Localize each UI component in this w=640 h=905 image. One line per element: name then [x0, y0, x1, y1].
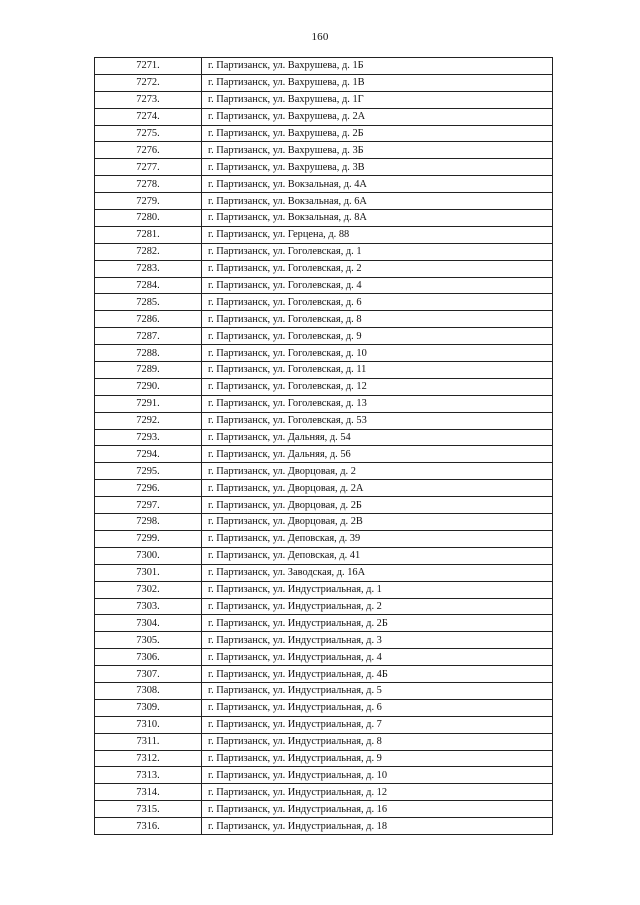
- table-row: [95, 682, 553, 699]
- address-cell: г. Партизанск, ул. Гоголевская, д. 9: [202, 328, 553, 345]
- address-cell: г. Партизанск, ул. Вахрушева, д. 1Г: [202, 91, 553, 108]
- table-row: [95, 311, 553, 328]
- address-cell: г. Партизанск, ул. Индустриальная, д. 4: [202, 649, 553, 666]
- row-number-cell: 7298.: [95, 514, 202, 531]
- table-row: [95, 412, 553, 429]
- table-row: [95, 598, 553, 615]
- table-row: [95, 784, 553, 801]
- row-number-cell: 7309.: [95, 699, 202, 716]
- row-number-cell: 7272.: [95, 74, 202, 91]
- row-number-cell: 7311.: [95, 733, 202, 750]
- table-row: [95, 378, 553, 395]
- address-cell: г. Партизанск, ул. Индустриальная, д. 16: [202, 801, 553, 818]
- table-row: [95, 362, 553, 379]
- row-number-cell: 7289.: [95, 362, 202, 379]
- table-row: [95, 767, 553, 784]
- row-number-cell: 7285.: [95, 294, 202, 311]
- row-number-cell: 7314.: [95, 784, 202, 801]
- table-row: [95, 514, 553, 531]
- row-number-cell: 7295.: [95, 463, 202, 480]
- table-row: [95, 277, 553, 294]
- address-cell: г. Партизанск, ул. Гоголевская, д. 53: [202, 412, 553, 429]
- address-cell: г. Партизанск, ул. Индустриальная, д. 10: [202, 767, 553, 784]
- row-number-cell: 7306.: [95, 649, 202, 666]
- row-number-cell: 7273.: [95, 91, 202, 108]
- row-number-cell: 7279.: [95, 193, 202, 210]
- row-number-cell: 7299.: [95, 530, 202, 547]
- table-row: [95, 581, 553, 598]
- table-row: [95, 699, 553, 716]
- row-number-cell: 7305.: [95, 632, 202, 649]
- address-cell: г. Партизанск, ул. Дворцовая, д. 2А: [202, 480, 553, 497]
- table-row: [95, 801, 553, 818]
- table-row: [95, 193, 553, 210]
- row-number-cell: 7307.: [95, 666, 202, 683]
- table-row: [95, 260, 553, 277]
- table-row: [95, 530, 553, 547]
- table-row: [95, 497, 553, 514]
- address-cell: г. Партизанск, ул. Индустриальная, д. 4Б: [202, 666, 553, 683]
- address-cell: г. Партизанск, ул. Индустриальная, д. 7: [202, 716, 553, 733]
- table-row: [95, 463, 553, 480]
- table-row: [95, 294, 553, 311]
- address-cell: г. Партизанск, ул. Дальняя, д. 56: [202, 446, 553, 463]
- address-cell: г. Партизанск, ул. Дальняя, д. 54: [202, 429, 553, 446]
- row-number-cell: 7287.: [95, 328, 202, 345]
- table-row: [95, 345, 553, 362]
- row-number-cell: 7312.: [95, 750, 202, 767]
- row-number-cell: 7297.: [95, 497, 202, 514]
- row-number-cell: 7286.: [95, 311, 202, 328]
- address-cell: г. Партизанск, ул. Индустриальная, д. 1: [202, 581, 553, 598]
- address-cell: г. Партизанск, ул. Индустриальная, д. 2Б: [202, 615, 553, 632]
- address-cell: г. Партизанск, ул. Гоголевская, д. 4: [202, 277, 553, 294]
- row-number-cell: 7274.: [95, 108, 202, 125]
- row-number-cell: 7271.: [95, 58, 202, 75]
- address-cell: г. Партизанск, ул. Индустриальная, д. 18: [202, 818, 553, 835]
- table-row: [95, 210, 553, 227]
- row-number-cell: 7296.: [95, 480, 202, 497]
- table-row: [95, 159, 553, 176]
- address-cell: г. Партизанск, ул. Гоголевская, д. 12: [202, 378, 553, 395]
- address-cell: г. Партизанск, ул. Индустриальная, д. 12: [202, 784, 553, 801]
- address-cell: г. Партизанск, ул. Индустриальная, д. 3: [202, 632, 553, 649]
- row-number-cell: 7302.: [95, 581, 202, 598]
- table-row: [95, 125, 553, 142]
- row-number-cell: 7283.: [95, 260, 202, 277]
- address-cell: г. Партизанск, ул. Гоголевская, д. 2: [202, 260, 553, 277]
- address-cell: г. Партизанск, ул. Вахрушева, д. 3В: [202, 159, 553, 176]
- address-cell: г. Партизанск, ул. Индустриальная, д. 5: [202, 682, 553, 699]
- table-row: [95, 142, 553, 159]
- row-number-cell: 7277.: [95, 159, 202, 176]
- address-cell: г. Партизанск, ул. Вахрушева, д. 2А: [202, 108, 553, 125]
- row-number-cell: 7290.: [95, 378, 202, 395]
- address-cell: г. Партизанск, ул. Заводская, д. 16А: [202, 564, 553, 581]
- row-number-cell: 7281.: [95, 226, 202, 243]
- address-cell: г. Партизанск, ул. Герцена, д. 88: [202, 226, 553, 243]
- table-row: [95, 446, 553, 463]
- address-cell: г. Партизанск, ул. Индустриальная, д. 2: [202, 598, 553, 615]
- table-row: [95, 615, 553, 632]
- row-number-cell: 7316.: [95, 818, 202, 835]
- row-number-cell: 7288.: [95, 345, 202, 362]
- table-row: [95, 547, 553, 564]
- address-cell: г. Партизанск, ул. Деповская, д. 39: [202, 530, 553, 547]
- address-cell: г. Партизанск, ул. Дворцовая, д. 2: [202, 463, 553, 480]
- table-row: [95, 632, 553, 649]
- address-cell: г. Партизанск, ул. Вокзальная, д. 4А: [202, 176, 553, 193]
- row-number-cell: 7303.: [95, 598, 202, 615]
- row-number-cell: 7282.: [95, 243, 202, 260]
- table-row: [95, 243, 553, 260]
- row-number-cell: 7278.: [95, 176, 202, 193]
- address-cell: г. Партизанск, ул. Дворцовая, д. 2Б: [202, 497, 553, 514]
- address-cell: г. Партизанск, ул. Вокзальная, д. 6А: [202, 193, 553, 210]
- address-cell: г. Партизанск, ул. Вахрушева, д. 3Б: [202, 142, 553, 159]
- address-table: [94, 57, 553, 835]
- row-number-cell: 7284.: [95, 277, 202, 294]
- address-cell: г. Партизанск, ул. Вахрушева, д. 1В: [202, 74, 553, 91]
- address-cell: г. Партизанск, ул. Гоголевская, д. 8: [202, 311, 553, 328]
- row-number-cell: 7280.: [95, 210, 202, 227]
- row-number-cell: 7313.: [95, 767, 202, 784]
- table-row: [95, 480, 553, 497]
- table-row: [95, 58, 553, 75]
- row-number-cell: 7275.: [95, 125, 202, 142]
- row-number-cell: 7310.: [95, 716, 202, 733]
- address-cell: г. Партизанск, ул. Гоголевская, д. 6: [202, 294, 553, 311]
- table-row: [95, 226, 553, 243]
- table-row: [95, 91, 553, 108]
- table-row: [95, 429, 553, 446]
- address-cell: г. Партизанск, ул. Индустриальная, д. 8: [202, 733, 553, 750]
- row-number-cell: 7301.: [95, 564, 202, 581]
- table-row: [95, 716, 553, 733]
- address-cell: г. Партизанск, ул. Вокзальная, д. 8А: [202, 210, 553, 227]
- table-row: [95, 74, 553, 91]
- table-row: [95, 108, 553, 125]
- table-row: [95, 649, 553, 666]
- table-row: [95, 818, 553, 835]
- address-cell: г. Партизанск, ул. Вахрушева, д. 1Б: [202, 58, 553, 75]
- row-number-cell: 7304.: [95, 615, 202, 632]
- address-cell: г. Партизанск, ул. Гоголевская, д. 13: [202, 395, 553, 412]
- address-cell: г. Партизанск, ул. Деповская, д. 41: [202, 547, 553, 564]
- page-number: 160: [311, 31, 329, 43]
- table-row: [95, 328, 553, 345]
- row-number-cell: 7291.: [95, 395, 202, 412]
- address-cell: г. Партизанск, ул. Индустриальная, д. 6: [202, 699, 553, 716]
- table-row: [95, 750, 553, 767]
- address-table-body: [95, 58, 553, 835]
- row-number-cell: 7292.: [95, 412, 202, 429]
- address-cell: г. Партизанск, ул. Гоголевская, д. 10: [202, 345, 553, 362]
- address-cell: г. Партизанск, ул. Гоголевская, д. 1: [202, 243, 553, 260]
- address-cell: г. Партизанск, ул. Вахрушева, д. 2Б: [202, 125, 553, 142]
- row-number-cell: 7294.: [95, 446, 202, 463]
- row-number-cell: 7276.: [95, 142, 202, 159]
- row-number-cell: 7308.: [95, 682, 202, 699]
- row-number-cell: 7300.: [95, 547, 202, 564]
- address-cell: г. Партизанск, ул. Индустриальная, д. 9: [202, 750, 553, 767]
- table-row: [95, 733, 553, 750]
- address-cell: г. Партизанск, ул. Дворцовая, д. 2В: [202, 514, 553, 531]
- row-number-cell: 7293.: [95, 429, 202, 446]
- table-row: [95, 176, 553, 193]
- table-row: [95, 666, 553, 683]
- row-number-cell: 7315.: [95, 801, 202, 818]
- table-row: [95, 395, 553, 412]
- table-row: [95, 564, 553, 581]
- address-cell: г. Партизанск, ул. Гоголевская, д. 11: [202, 362, 553, 379]
